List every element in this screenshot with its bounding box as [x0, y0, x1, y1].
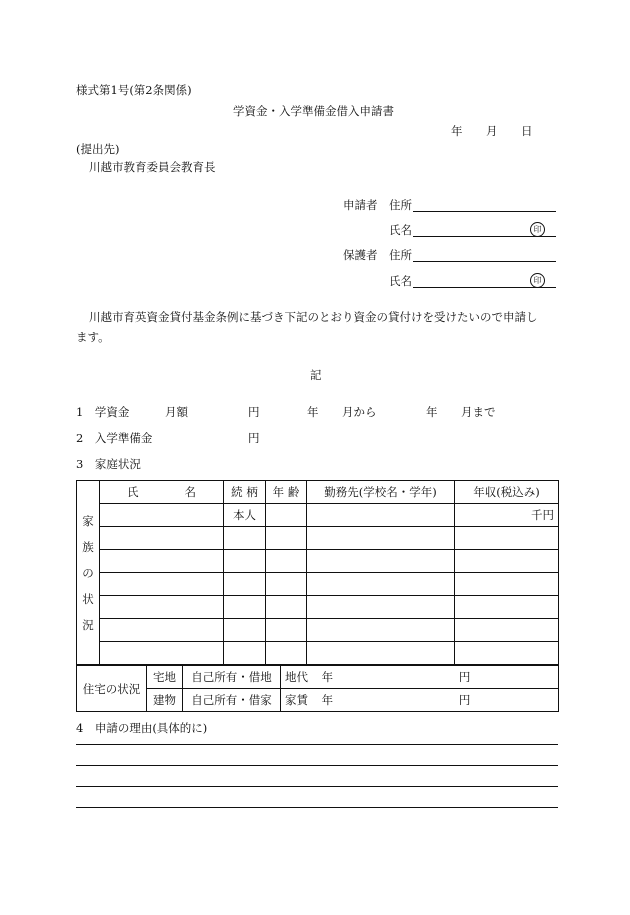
- item4-label: 4 申請の理由(具体的に): [76, 721, 208, 735]
- relation-cell[interactable]: [224, 619, 266, 642]
- item1-year-to: 年: [426, 405, 438, 419]
- header-relation: 続 柄: [224, 481, 266, 504]
- name-cell[interactable]: [100, 642, 224, 665]
- family-table-header-row: [77, 481, 559, 504]
- workplace-cell[interactable]: [307, 619, 455, 642]
- age-cell[interactable]: [266, 642, 307, 665]
- guardian-address-label: 住所: [389, 248, 412, 262]
- guardian-name-label: 氏名: [389, 274, 412, 288]
- income-cell[interactable]: [455, 550, 559, 573]
- age-cell[interactable]: [266, 527, 307, 550]
- item2-label: 2 入学準備金: [76, 431, 153, 445]
- housing-status-table: [76, 665, 559, 712]
- income-cell[interactable]: [455, 642, 559, 665]
- age-cell[interactable]: [266, 596, 307, 619]
- item1-yen-label: 円: [248, 405, 260, 419]
- building-fee-label: 家賃: [285, 693, 308, 707]
- applicant-seal-icon: 印: [530, 222, 545, 237]
- applicant-address-label: 住所: [389, 198, 412, 212]
- land-ownership-option[interactable]: 自己所有・借地: [183, 666, 281, 689]
- income-cell[interactable]: [455, 527, 559, 550]
- name-cell[interactable]: [100, 596, 224, 619]
- applicant-address-field[interactable]: [413, 211, 556, 212]
- reason-line[interactable]: [76, 807, 558, 808]
- land-fee-yen: 円: [458, 670, 471, 684]
- body-text-line2: ます。: [76, 330, 110, 344]
- land-fee-label: 地代: [285, 670, 308, 684]
- item1-year-from: 年: [307, 405, 319, 419]
- workplace-cell[interactable]: [307, 550, 455, 573]
- building-fee-cell[interactable]: [281, 689, 559, 712]
- age-cell[interactable]: [266, 619, 307, 642]
- workplace-cell[interactable]: [307, 573, 455, 596]
- income-cell[interactable]: [455, 596, 559, 619]
- recipient-label: (提出先): [76, 142, 120, 156]
- housing-land-row: [77, 666, 559, 689]
- date-day-label: 日: [521, 124, 533, 138]
- relation-cell[interactable]: [224, 527, 266, 550]
- building-ownership-option[interactable]: 自己所有・借家: [183, 689, 281, 712]
- land-fee-year: 年: [321, 670, 334, 684]
- relation-cell[interactable]: [224, 596, 266, 619]
- name-cell[interactable]: [100, 619, 224, 642]
- building-fee-yen: 円: [458, 693, 471, 707]
- building-type: 建物: [147, 689, 183, 712]
- relation-cell: 本人: [224, 504, 266, 527]
- guardian-seal-icon: 印: [530, 273, 545, 288]
- guardian-role: 保護者: [343, 248, 378, 262]
- income-cell: 千円: [455, 504, 559, 527]
- date-year-label: 年: [451, 124, 463, 138]
- form-number: 様式第1号(第2条関係): [76, 83, 192, 97]
- workplace-cell[interactable]: [307, 527, 455, 550]
- header-age: 年 齢: [266, 481, 307, 504]
- guardian-address-field[interactable]: [413, 261, 556, 262]
- workplace-cell[interactable]: [307, 596, 455, 619]
- family-side-label: 家 族 の 状 況: [77, 481, 100, 665]
- item3-label: 3 家庭状況: [76, 457, 141, 471]
- name-cell[interactable]: [100, 550, 224, 573]
- body-text-line1: 川越市育英資金貸付基金条例に基づき下記のとおり資金の貸付けを受けたいので申請し: [89, 310, 538, 324]
- table-row: [77, 596, 559, 619]
- applicant-role: 申請者: [343, 198, 378, 212]
- name-cell[interactable]: [100, 527, 224, 550]
- workplace-cell[interactable]: [307, 642, 455, 665]
- land-fee-cell[interactable]: [281, 666, 559, 689]
- table-row: [77, 573, 559, 596]
- item1-month-from: 月から: [342, 405, 377, 419]
- ki-heading: 記: [310, 368, 322, 382]
- age-cell[interactable]: [266, 504, 307, 527]
- building-fee-year: 年: [321, 693, 334, 707]
- item1-label: 1 学資金: [76, 405, 130, 419]
- relation-cell[interactable]: [224, 642, 266, 665]
- document-title: 学資金・入学準備金借入申請書: [233, 104, 394, 118]
- table-row: [77, 550, 559, 573]
- table-row: [77, 527, 559, 550]
- header-income: 年収(税込み): [455, 481, 559, 504]
- housing-building-row: [77, 689, 559, 712]
- table-row: [77, 619, 559, 642]
- table-row: [77, 642, 559, 665]
- item2-yen-label: 円: [248, 431, 260, 445]
- housing-label: 住宅の状況: [77, 666, 147, 712]
- item1-monthly-label: 月額: [165, 405, 188, 419]
- age-cell[interactable]: [266, 550, 307, 573]
- item1-month-to: 月まで: [461, 405, 496, 419]
- family-status-table: [76, 480, 559, 665]
- reason-line[interactable]: [76, 765, 558, 766]
- income-cell[interactable]: [455, 573, 559, 596]
- reason-line[interactable]: [76, 786, 558, 787]
- relation-cell[interactable]: [224, 550, 266, 573]
- income-cell[interactable]: [455, 619, 559, 642]
- header-name: 氏 名: [100, 481, 224, 504]
- table-row: [77, 504, 559, 527]
- date-month-label: 月: [486, 124, 498, 138]
- applicant-name-label: 氏名: [389, 223, 412, 237]
- relation-cell[interactable]: [224, 573, 266, 596]
- name-cell[interactable]: [100, 573, 224, 596]
- land-type: 宅地: [147, 666, 183, 689]
- age-cell[interactable]: [266, 573, 307, 596]
- recipient-name: 川越市教育委員会教育長: [89, 160, 216, 174]
- header-workplace: 勤務先(学校名・学年): [307, 481, 455, 504]
- workplace-cell[interactable]: [307, 504, 455, 527]
- name-cell[interactable]: [100, 504, 224, 527]
- reason-line[interactable]: [76, 744, 558, 745]
